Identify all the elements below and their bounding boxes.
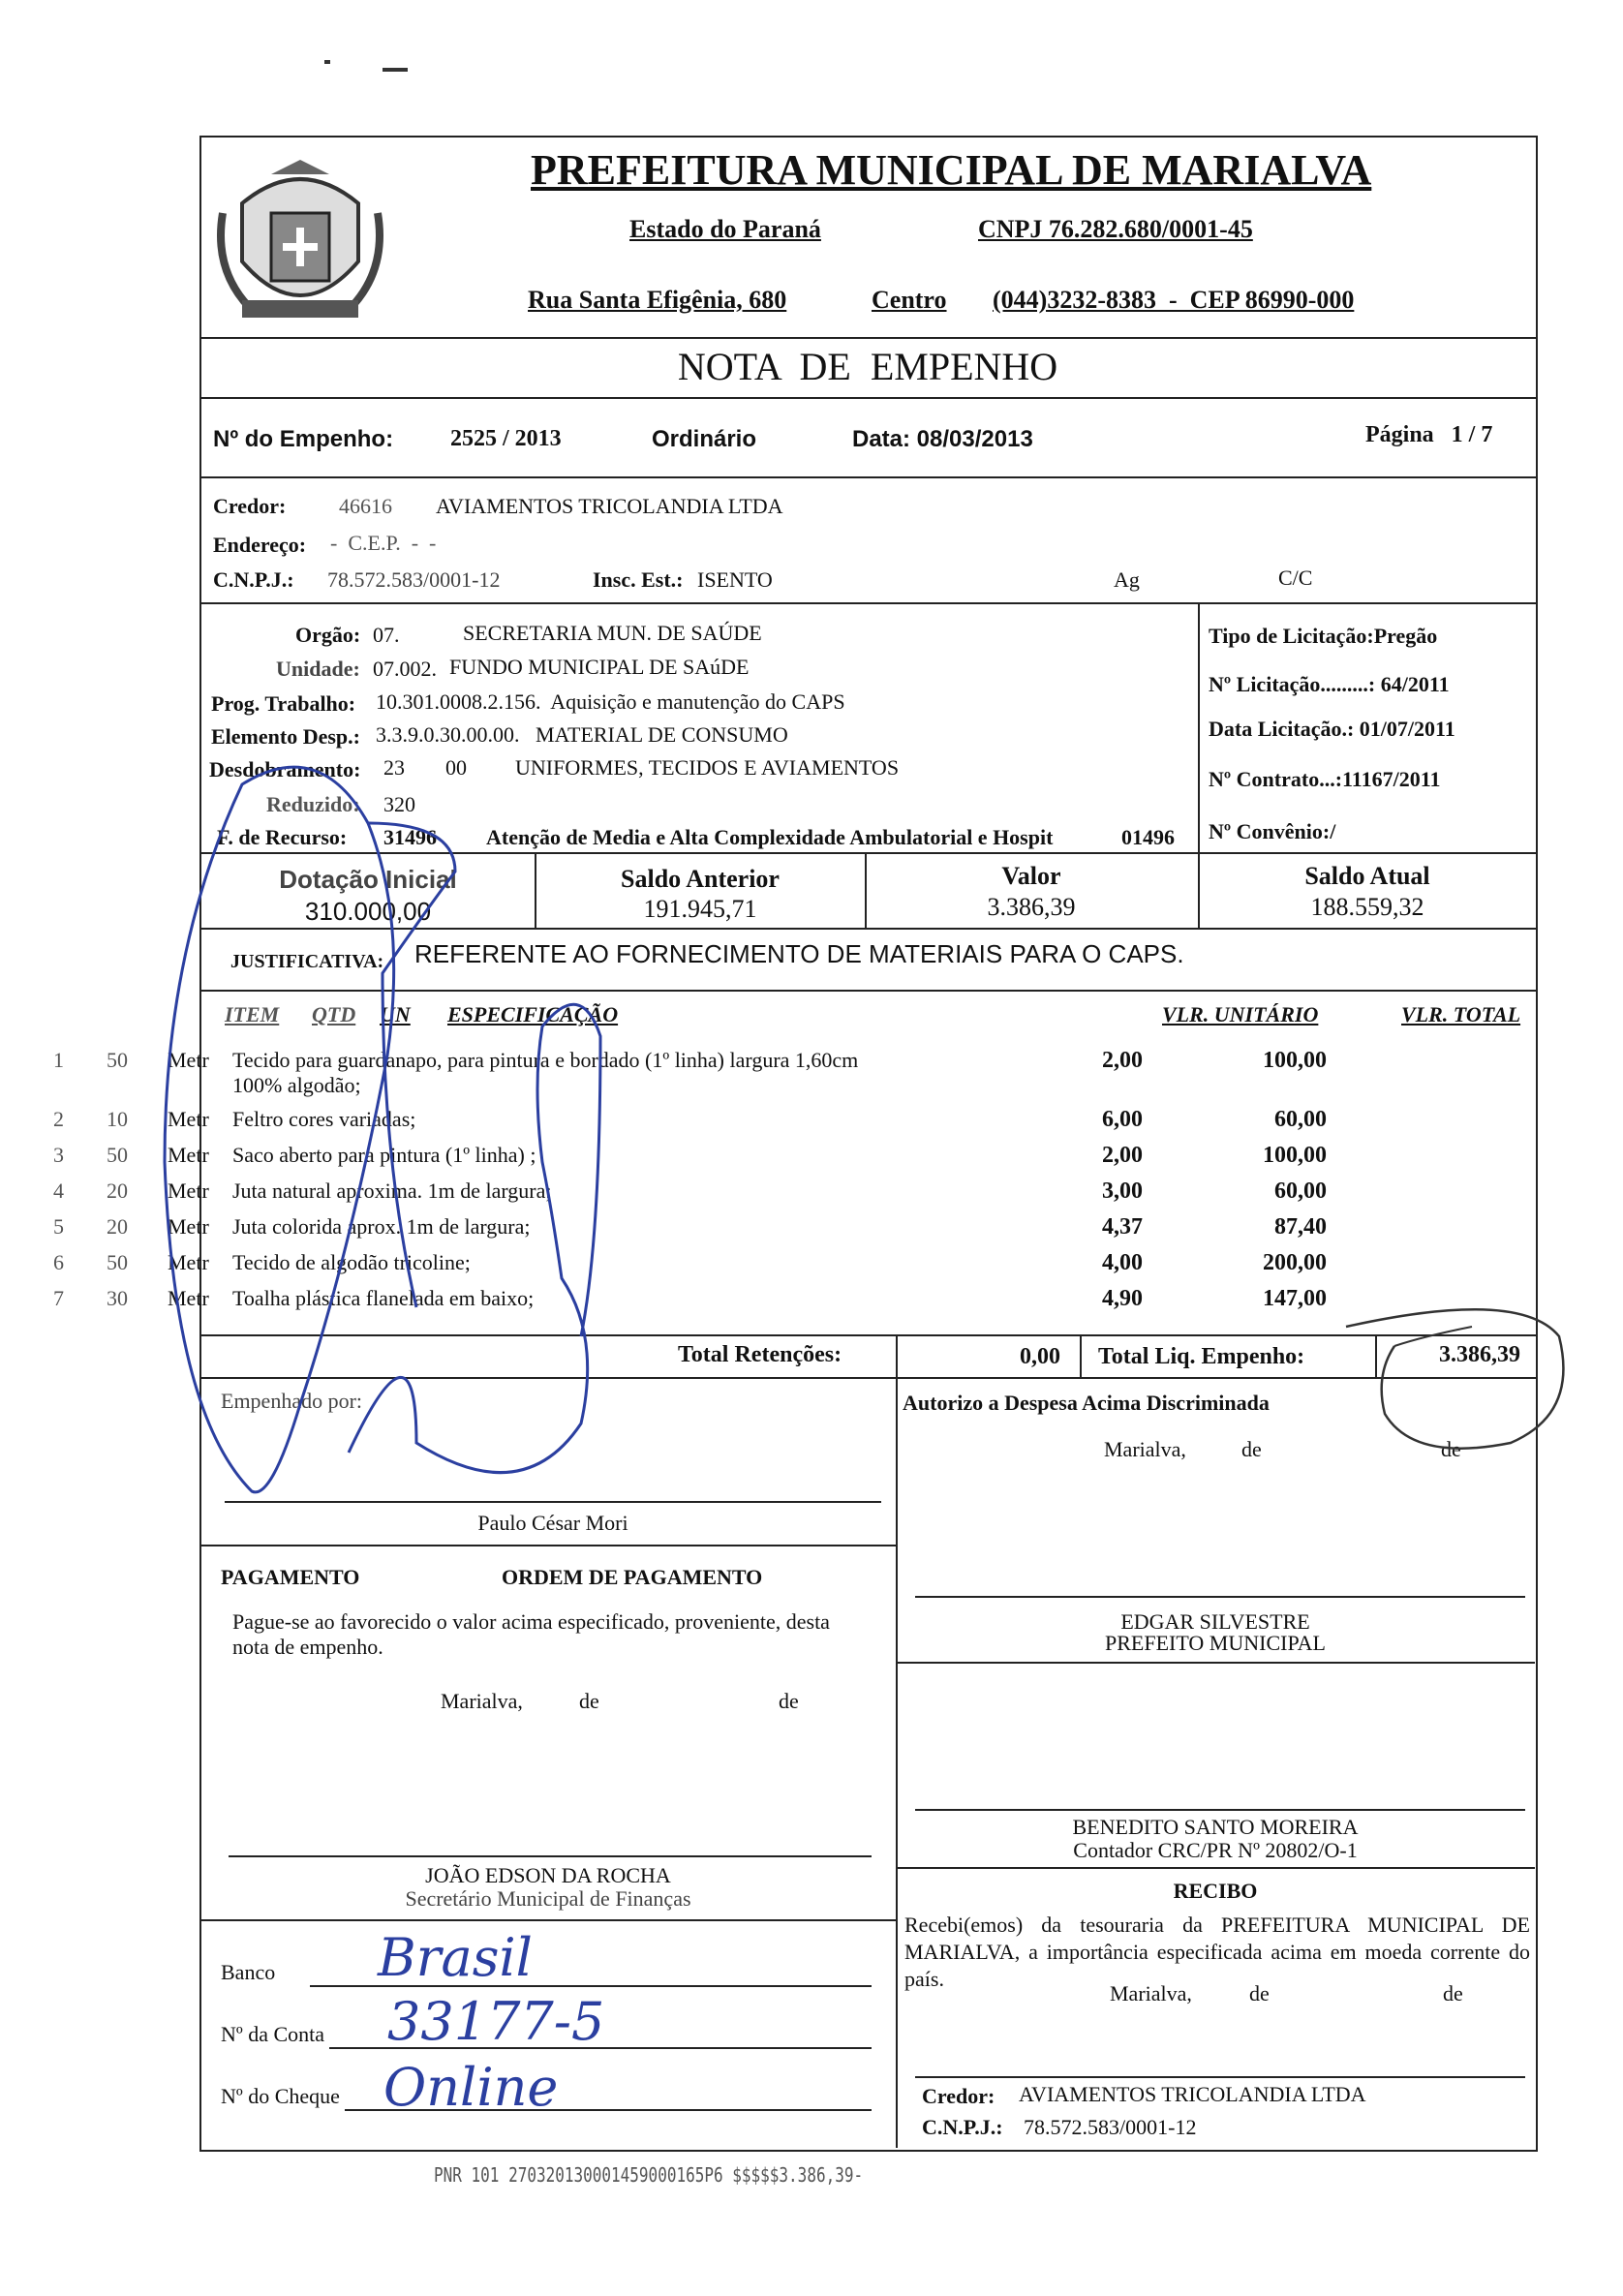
empenhado-name: Paulo César Mori	[477, 1511, 628, 1535]
item-specification-cont: 100% algodão;	[232, 1073, 361, 1097]
contador-name: BENEDITO SANTO MOREIRA	[1072, 1815, 1359, 1839]
unidade-code: 07.002.	[373, 657, 437, 681]
item-number: 2	[53, 1107, 64, 1131]
liquido-label: Total Liq. Empenho:	[1098, 1344, 1305, 1369]
footer-machine-code: PNR 101 270320130001459000165P6 $$$$$3.386,39-	[434, 2163, 864, 2187]
address-value: - C.E.P. - -	[320, 531, 437, 555]
municipality-cnpj: CNPJ 76.282.680/0001-45	[978, 215, 1253, 243]
dotacao-inicial-label: Dotação Inicial	[279, 865, 457, 894]
empenhado-label: Empenhado por:	[221, 1389, 363, 1413]
item-qty: 50	[107, 1250, 128, 1274]
page-number: Página 1 / 7	[1365, 422, 1493, 447]
desdobramento-name: UNIFORMES, TECIDOS E AVIAMENTOS	[515, 755, 900, 780]
item-specification: Feltro cores variadas;	[232, 1107, 416, 1131]
item-qty: 20	[107, 1214, 128, 1239]
conta-handwritten: 33177-5	[387, 1991, 605, 2052]
item-unit-price: 2,00	[1102, 1048, 1143, 1073]
elemento-label: Elemento Desp.:	[211, 724, 360, 749]
orgao-code: 07.	[373, 623, 400, 647]
item-specification: Tecido de algodão tricoline;	[232, 1250, 471, 1274]
item-unit-price: 4,90	[1102, 1286, 1143, 1311]
item-row	[53, 1143, 1540, 1178]
cheque-handwritten: Online	[383, 2057, 559, 2118]
desdobramento-code: 23	[383, 755, 405, 780]
item-total: 100,00	[1263, 1143, 1327, 1168]
saldo-atual-value: 188.559,32	[1310, 893, 1424, 921]
item-unit: Metr	[168, 1250, 209, 1274]
reduzido-value: 320	[383, 792, 415, 816]
recibo-title: RECIBO	[1173, 1879, 1258, 1903]
recibo-credor-label: Credor:	[922, 2084, 995, 2108]
credor-cnpj: 78.572.583/0001-12	[327, 567, 501, 592]
saldo-atual-label: Saldo Atual	[1304, 862, 1430, 890]
item-total: 200,00	[1263, 1250, 1327, 1275]
unidade-name: FUNDO MUNICIPAL DE SAúDE	[449, 655, 750, 679]
items-header-un: UN	[380, 1002, 411, 1026]
item-unit: Metr	[168, 1179, 209, 1203]
valor-value: 3.386,39	[987, 893, 1076, 921]
prog-label: Prog. Trabalho:	[211, 691, 356, 716]
credor-label: Credor:	[213, 494, 287, 518]
item-unit: Metr	[168, 1048, 209, 1072]
contrato-numero: Nº Contrato...:11167/2011	[1209, 767, 1441, 791]
recurso-name: Atenção de Media e Alta Complexidade Ambulatorial e Hospit	[486, 825, 1054, 849]
item-number: 4	[53, 1179, 64, 1203]
autorizo-de-2: de	[1441, 1437, 1461, 1461]
justificativa-label: JUSTIFICATIVA:	[230, 951, 384, 972]
document-title: NOTA DE EMPENHO	[677, 345, 1058, 388]
empenho-number-label: Nº do Empenho:	[213, 426, 394, 452]
licitacao-tipo: Tipo de Licitação:Pregão	[1209, 624, 1438, 648]
justificativa-text: REFERENTE AO FORNECIMENTO DE MATERIAIS PARA O CAPS.	[414, 939, 1184, 968]
item-number: 7	[53, 1286, 64, 1310]
pagamento-label: PAGAMENTO	[221, 1565, 360, 1589]
item-specification: Tecido para guardanapo, para pintura e bordado (1º linha) largura 1,60cm	[232, 1048, 859, 1072]
recurso-code: 31496	[383, 825, 437, 849]
autorizo-place: Marialva,	[1104, 1437, 1186, 1461]
items-header-total: VLR. TOTAL	[1401, 1002, 1521, 1026]
empenho-number: 2525 / 2013	[450, 426, 562, 451]
empenho-type: Ordinário	[652, 426, 757, 452]
orgao-name: SECRETARIA MUN. DE SAÚDE	[463, 621, 762, 645]
item-total: 87,40	[1274, 1214, 1327, 1240]
ordem-pagamento-title: ORDEM DE PAGAMENTO	[502, 1565, 763, 1589]
item-unit-price: 4,37	[1102, 1214, 1143, 1240]
item-row	[53, 1107, 1540, 1142]
item-row	[53, 1048, 1540, 1097]
item-qty: 10	[107, 1107, 128, 1131]
saldo-anterior-label: Saldo Anterior	[621, 865, 780, 893]
district: Centro	[872, 286, 947, 314]
prog-value: 10.301.0008.2.156. Aquisição e manutenção do CAPS	[376, 689, 845, 714]
item-specification: Juta natural aproxima. 1m de largura;	[232, 1179, 552, 1203]
item-total: 60,00	[1274, 1107, 1327, 1132]
items-header-qtd: QTD	[312, 1002, 356, 1026]
contador-role: Contador CRC/PR Nº 20802/O-1	[1073, 1838, 1358, 1862]
scan-mark	[324, 60, 330, 64]
item-row	[53, 1286, 1540, 1321]
recurso-label: F. de Recurso:	[217, 825, 348, 849]
item-specification: Toalha plástica flanelada em baixo;	[232, 1286, 535, 1310]
item-unit-price: 2,00	[1102, 1143, 1143, 1168]
item-unit-price: 4,00	[1102, 1250, 1143, 1275]
items-header-spec: ESPECIFICAÇÃO	[447, 1002, 619, 1026]
retencoes-value: 0,00	[1020, 1344, 1060, 1369]
recurso-code-2: 01496	[1121, 825, 1175, 849]
item-qty: 30	[107, 1286, 128, 1310]
pagamento-de-1: de	[579, 1689, 599, 1713]
elemento-value: 3.3.9.0.30.00.00. MATERIAL DE CONSUMO	[376, 722, 788, 747]
recibo-credor-value: AVIAMENTOS TRICOLANDIA LTDA	[1019, 2082, 1366, 2106]
item-row	[53, 1250, 1540, 1285]
dotacao-inicial-value: 310.000,00	[304, 897, 432, 926]
reduzido-label: Reduzido:	[266, 792, 360, 816]
scan-mark	[383, 68, 408, 72]
prefeito-role: PREFEITO MUNICIPAL	[1105, 1631, 1326, 1655]
state-name: Estado do Paraná	[629, 215, 821, 243]
recibo-cnpj-label: C.N.P.J.:	[922, 2115, 1003, 2139]
insc-label: Insc. Est.:	[593, 567, 684, 592]
banco-handwritten: Brasil	[378, 1927, 533, 1988]
credor-name: AVIAMENTOS TRICOLANDIA LTDA	[436, 494, 783, 518]
autorizo-de-1: de	[1241, 1437, 1262, 1461]
recibo-place: Marialva,	[1110, 1981, 1192, 2005]
item-row	[53, 1179, 1540, 1213]
recibo-de-1: de	[1249, 1981, 1270, 2005]
desdobramento-sub: 00	[445, 755, 467, 780]
street-address: Rua Santa Efigênia, 680	[528, 286, 787, 314]
item-row	[53, 1214, 1540, 1249]
desdobramento-label: Desdobramento:	[209, 757, 361, 781]
item-number: 1	[53, 1048, 64, 1072]
item-number: 6	[53, 1250, 64, 1274]
agency-label: Ag	[1114, 567, 1140, 592]
item-qty: 50	[107, 1143, 128, 1167]
pagamento-place: Marialva,	[441, 1689, 523, 1713]
item-unit: Metr	[168, 1214, 209, 1239]
licitacao-data: Data Licitação.: 01/07/2011	[1209, 717, 1455, 741]
item-unit-price: 6,00	[1102, 1107, 1143, 1132]
recibo-cnpj-value: 78.572.583/0001-12	[1024, 2115, 1197, 2139]
items-header-unit-price: VLR. UNITÁRIO	[1162, 1002, 1319, 1026]
address-label: Endereço:	[213, 533, 307, 557]
items-header-item: ITEM	[225, 1002, 280, 1026]
pagamento-de-2: de	[779, 1689, 799, 1713]
retencoes-label: Total Retenções:	[678, 1342, 842, 1367]
pagamento-text: Pague-se ao favorecido o valor acima especificado, proveniente, desta nota de empenho.	[232, 1609, 830, 1659]
item-unit-price: 3,00	[1102, 1179, 1143, 1204]
credor-cnpj-label: C.N.P.J.:	[213, 567, 294, 592]
licitacao-numero: Nº Licitação.........: 64/2011	[1209, 672, 1450, 696]
insc-value: ISENTO	[697, 567, 773, 592]
phone-cep: (044)3232-8383 - CEP 86990-000	[993, 286, 1355, 314]
saldo-anterior-value: 191.945,71	[643, 895, 757, 923]
autorizo-label: Autorizo a Despesa Acima Discriminada	[903, 1391, 1270, 1415]
cheque-label: Nº do Cheque	[221, 2084, 340, 2108]
empenho-date: Data: 08/03/2013	[852, 426, 1033, 452]
item-qty: 20	[107, 1179, 128, 1203]
item-unit: Metr	[168, 1286, 209, 1310]
conta-label: Nº da Conta	[221, 2022, 325, 2046]
unidade-label: Unidade:	[276, 657, 360, 681]
item-total: 60,00	[1274, 1179, 1327, 1204]
orgao-label: Orgão:	[295, 623, 361, 647]
secretario-role: Secretário Municipal de Finanças	[405, 1886, 691, 1911]
item-total: 100,00	[1263, 1048, 1327, 1073]
item-specification: Saco aberto para pintura (1º linha) ;	[232, 1143, 536, 1167]
secretario-name: JOÃO EDSON DA ROCHA	[425, 1863, 671, 1887]
convenio-numero: Nº Convênio:/	[1209, 819, 1336, 843]
coat-of-arms-logo	[203, 145, 397, 339]
liquido-value: 3.386,39	[1439, 1342, 1520, 1367]
banco-label: Banco	[221, 1960, 276, 1984]
item-specification: Juta colorida aprox. 1m de largura;	[232, 1214, 531, 1239]
item-total: 147,00	[1263, 1286, 1327, 1311]
item-unit: Metr	[168, 1143, 209, 1167]
recibo-de-2: de	[1443, 1981, 1463, 2005]
account-label: C/C	[1278, 566, 1313, 590]
recibo-text: Recebi(emos) da tesouraria da PREFEITURA MUNICIPAL DE MARIALVA, a importância especificada acima em moeda corrente do país.	[904, 1913, 1530, 1991]
municipality-title: PREFEITURA MUNICIPAL DE MARIALVA	[531, 146, 1372, 194]
item-unit: Metr	[168, 1107, 209, 1131]
valor-label: Valor	[1001, 862, 1061, 890]
item-number: 3	[53, 1143, 64, 1167]
item-number: 5	[53, 1214, 64, 1239]
item-qty: 50	[107, 1048, 128, 1072]
credor-code: 46616	[339, 494, 392, 518]
prefeito-name: EDGAR SILVESTRE	[1120, 1609, 1310, 1634]
